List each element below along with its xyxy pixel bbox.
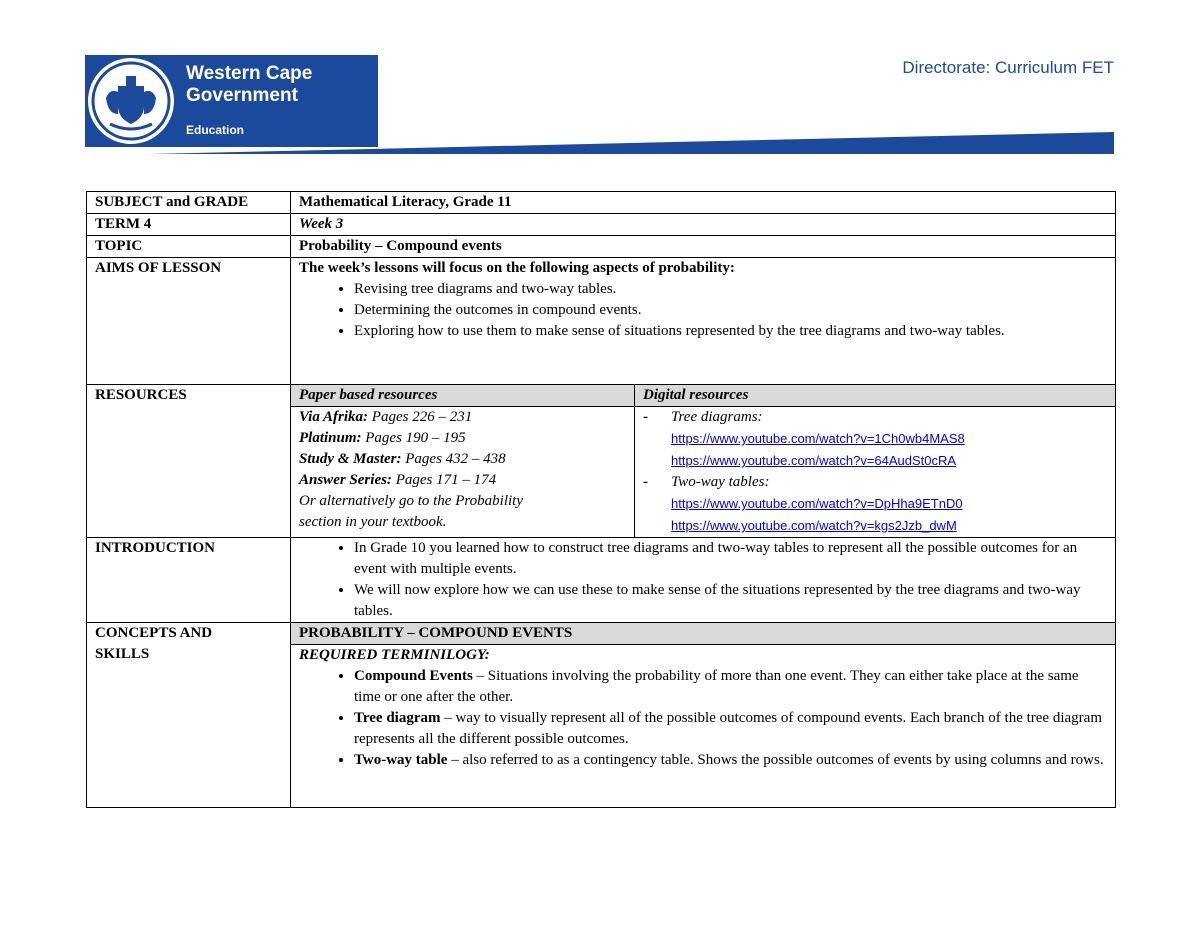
list-item: • Tree diagram – way to visually represent all of the possible outcomes of compound events. Each branch of the tree diagram represents all the different possible outcomes.	[354, 708, 1107, 750]
list-item: • Compound Events – Situations involving the probability of more than one event. They can either take place at the same time or one after the other.	[354, 666, 1107, 708]
video-link[interactable]: https://www.youtube.com/watch?v=64AudSt0cRA	[671, 453, 957, 468]
introduction-cell	[291, 538, 1116, 623]
terminology-list	[299, 666, 1107, 771]
aims-list	[299, 279, 1107, 342]
digital-resources-header: Digital resources	[635, 385, 1116, 407]
paper-resources-list	[291, 407, 635, 538]
list-item: • Two-way table – also referred to as a contingency table. Shows the possible outcomes of events by using columns and rows.	[354, 750, 1107, 771]
list-item: Via Afrika: Pages 226 – 231	[299, 409, 473, 425]
aims-intro: The week’s lessons will focus on the following aspects of probability:	[299, 260, 735, 276]
term-value: Week 3	[291, 214, 1116, 236]
list-item: • Revising tree diagrams and two-way tables.	[354, 279, 1107, 300]
list-item: Platinum: Pages 190 – 195	[299, 430, 466, 446]
table-row	[87, 214, 1116, 236]
video-link[interactable]: https://www.youtube.com/watch?v=1Ch0wb4MAS8	[671, 431, 965, 446]
logo-title: Western Cape Government	[186, 63, 313, 106]
subject-value: Mathematical Literacy, Grade 11	[291, 192, 1116, 214]
list-item: Answer Series: Pages 171 – 174	[299, 472, 497, 488]
term-label: TERM 4	[87, 214, 291, 236]
resources-label: RESOURCES	[87, 385, 291, 538]
table-row	[87, 623, 1116, 808]
subject-label: SUBJECT and GRADE	[87, 192, 291, 214]
introduction-label: INTRODUCTION	[87, 538, 291, 623]
tree-diagrams-label: Tree diagrams:	[671, 409, 763, 425]
table-row	[87, 236, 1116, 258]
resources-table	[291, 385, 1115, 537]
table-row	[87, 258, 1116, 385]
list-item: Study & Master: Pages 432 – 438	[299, 451, 506, 467]
paper-note: section in your textbook.	[299, 514, 447, 530]
header-swoosh	[150, 128, 1114, 156]
list-item: • Exploring how to use them to make sense of situations represented by the tree diagrams and two-way tables.	[354, 321, 1107, 342]
logo-subtitle: Education	[186, 123, 245, 137]
resources-cell	[291, 385, 1116, 538]
list-item: • Determining the outcomes in compound events.	[354, 300, 1107, 321]
topic-value: Probability – Compound events	[291, 236, 1116, 258]
concepts-header: PROBABILITY – COMPOUND EVENTS	[291, 623, 1115, 645]
video-link[interactable]: https://www.youtube.com/watch?v=DpHha9ETnD0	[671, 496, 963, 511]
table-row	[87, 192, 1116, 214]
two-way-tables-label: Two-way tables:	[671, 474, 770, 490]
terminology-header: REQUIRED TERMINILOGY:	[299, 647, 490, 663]
paper-resources-header: Paper based resources	[291, 385, 635, 407]
list-item: - Tree diagrams: https://www.youtube.com/watch?v=1Ch0wb4MAS8 https://www.youtube.com/watch?v=64AudSt0cRA	[643, 409, 965, 468]
list-item: • In Grade 10 you learned how to construct tree diagrams and two-way tables to represent all the possible outcomes for an event with multiple events.	[354, 538, 1107, 580]
table-row	[87, 538, 1116, 623]
digital-resources-list	[635, 407, 1116, 538]
concepts-label: CONCEPTS AND SKILLS	[87, 623, 291, 808]
list-item: • We will now explore how we can use these to make sense of the situations represented by the tree diagrams and two-way tables.	[354, 580, 1107, 622]
video-link[interactable]: https://www.youtube.com/watch?v=kgs2Jzb_dwM	[671, 518, 957, 533]
directorate-label: Directorate: Curriculum FET	[902, 58, 1114, 77]
table-row	[87, 385, 1116, 538]
introduction-list	[299, 538, 1107, 622]
topic-label: TOPIC	[87, 236, 291, 258]
concepts-cell	[291, 623, 1116, 808]
aims-label: AIMS OF LESSON	[87, 258, 291, 385]
paper-note: Or alternatively go to the Probability	[299, 493, 523, 509]
lesson-plan-table	[86, 191, 1116, 808]
list-item: - Two-way tables: https://www.youtube.com/watch?v=DpHha9ETnD0 https://www.youtube.com/watch?v=kgs2Jzb_dwM	[643, 474, 963, 533]
aims-cell	[291, 258, 1116, 385]
